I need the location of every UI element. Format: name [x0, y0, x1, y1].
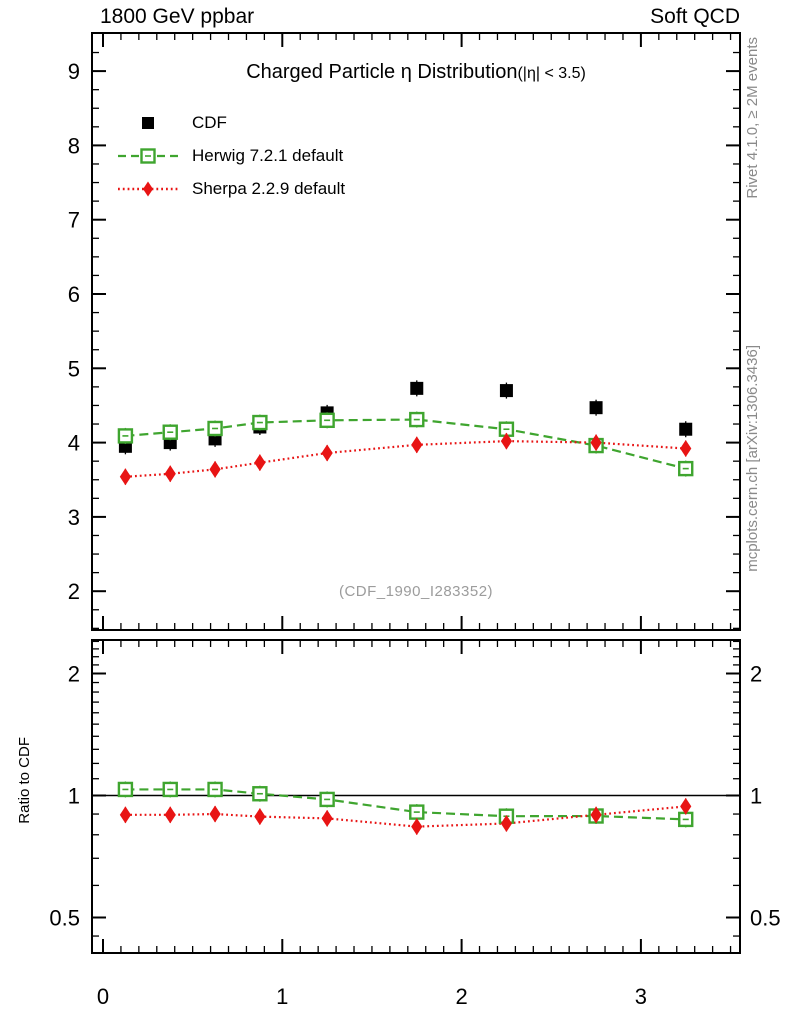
legend-item-cdf	[116, 106, 345, 139]
beam-energy-label: 1800 GeV ppbar	[100, 5, 255, 28]
ratio-y-tick-label-left-0.5: 0.5	[49, 905, 80, 931]
series-markers-ratio-herwig	[119, 781, 692, 827]
main-y-tick-label-7: 7	[67, 207, 80, 233]
main-y-tick-label-5: 5	[67, 356, 80, 382]
filled-square-icon	[116, 113, 180, 133]
plot-title-cut: (|η| < 3.5)	[517, 65, 586, 82]
dotted-diamond-icon	[116, 179, 180, 199]
ratio-y-tick-label-right-1: 1	[750, 783, 763, 809]
legend-item-sherpa	[116, 172, 345, 205]
ratio-y-tick-label-left-1: 1	[67, 783, 80, 809]
main-y-tick-label-9: 9	[67, 59, 80, 85]
main-y-tick-label-8: 8	[67, 133, 80, 159]
main-y-tick-label-3: 3	[67, 504, 80, 530]
x-tick-label-3: 3	[634, 984, 648, 1009]
ratio-y-tick-label-left-2: 2	[67, 661, 80, 687]
process-group-label: Soft QCD	[650, 5, 740, 28]
plot-title	[92, 61, 740, 84]
legend-label-herwig: Herwig 7.2.1 default	[192, 145, 344, 165]
mcplots-arxiv-label: mcplots.cern.ch [arXiv:1306.3436]	[744, 345, 761, 572]
x-tick-label-2: 2	[455, 984, 468, 1009]
ratio-y-tick-label-right-0.5: 0.5	[750, 905, 781, 931]
main-y-tick-label-2: 2	[67, 579, 80, 605]
rivet-version-label: Rivet 4.1.0, ≥ 2M events	[744, 37, 761, 199]
legend-label-sherpa: Sherpa 2.2.9 default	[192, 178, 346, 198]
x-tick-label-0: 0	[96, 984, 110, 1009]
series-markers-main-sherpa	[120, 433, 692, 486]
series-markers-main-cdf	[119, 380, 692, 454]
analysis-id-watermark: (CDF_1990_I283352)	[338, 583, 494, 600]
dashed-open-square-icon	[116, 146, 180, 166]
plot-title-main: Charged Particle η Distribution	[246, 61, 518, 83]
legend	[116, 106, 345, 205]
series-markers-main-herwig	[119, 412, 692, 477]
main-y-tick-label-6: 6	[67, 282, 80, 307]
x-tick-label-1: 1	[276, 984, 289, 1009]
legend-label-cdf: CDF	[192, 112, 227, 132]
legend-item-herwig	[116, 139, 345, 172]
main-y-tick-label-4: 4	[67, 430, 80, 456]
ratio-y-tick-label-right-2: 2	[750, 661, 763, 687]
ratio-axis-label: Ratio to CDF	[16, 737, 33, 824]
